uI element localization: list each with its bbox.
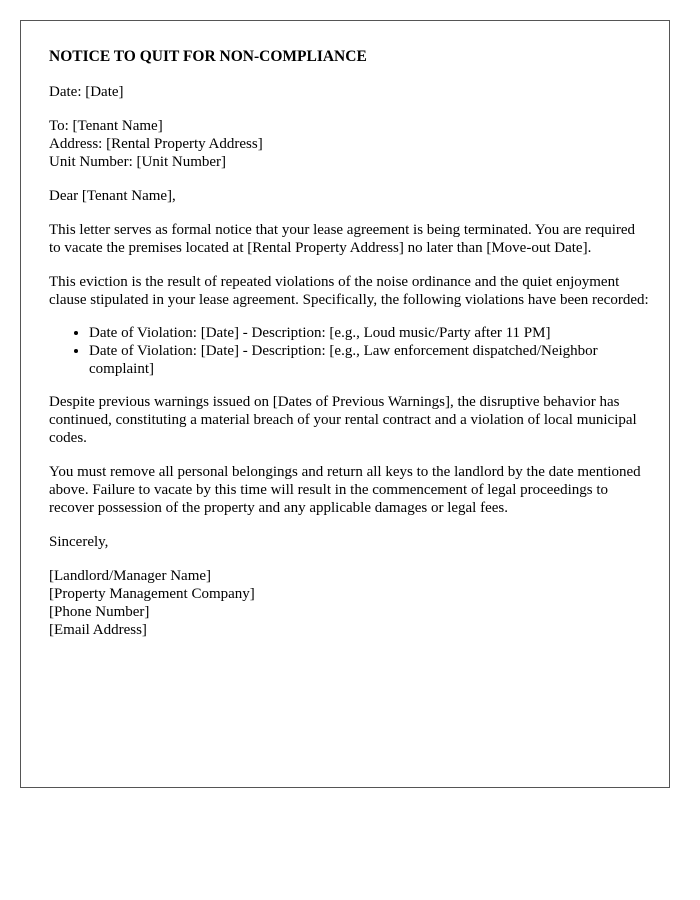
paragraph-consequences: You must remove all personal belongings and return all keys to the landlord by the date mentioned above. Failure to vacate by this time will result in the commencement of legal proceedings to recover possession of the property and any applicable damages or legal fees. [49, 464, 641, 516]
list-item: • Date of Violation: [Date] - Description: [e.g., Loud music/Party after 11 PM] [89, 324, 649, 342]
signature-block [49, 567, 649, 639]
signature-name: [Landlord/Manager Name] [49, 568, 212, 584]
paragraph-termination: This letter serves as formal notice that your lease agreement is being terminated. You are required to vacate the premises located at [Rental Property Address] no later than [Move-out Date]. [49, 222, 636, 256]
recipient-unit: Unit Number: [Unit Number] [49, 154, 227, 170]
signature-company: [Property Management Company] [49, 586, 255, 602]
paragraph-violations-intro: This eviction is the result of repeated violations of the noise ordinance and the quiet enjoyment clause stipulated in your lease agreement. Specifically, the following violations have been recorded: [49, 274, 649, 308]
closing: Sincerely, [49, 534, 109, 550]
signature-email: [Email Address] [49, 622, 147, 638]
letter-page [20, 20, 670, 788]
recipient-address: Address: [Rental Property Address] [49, 136, 263, 152]
letter-title: NOTICE TO QUIT FOR NON-COMPLIANCE [49, 48, 367, 65]
recipient-block [49, 117, 649, 171]
paragraph-warnings: Despite previous warnings issued on [Dates of Previous Warnings], the disruptive behavior has continued, constituting a material breach of your rental contract and a violation of local municipal codes. [49, 394, 637, 446]
list-item: • Date of Violation: [Date] - Description: [e.g., Law enforcement dispatched/Neighbor complaint] [89, 342, 649, 378]
signature-phone: [Phone Number] [49, 604, 150, 620]
salutation: Dear [Tenant Name], [49, 188, 176, 204]
recipient-to: To: [Tenant Name] [49, 118, 163, 134]
violations-list [49, 324, 649, 378]
date-line: Date: [Date] [49, 84, 124, 100]
